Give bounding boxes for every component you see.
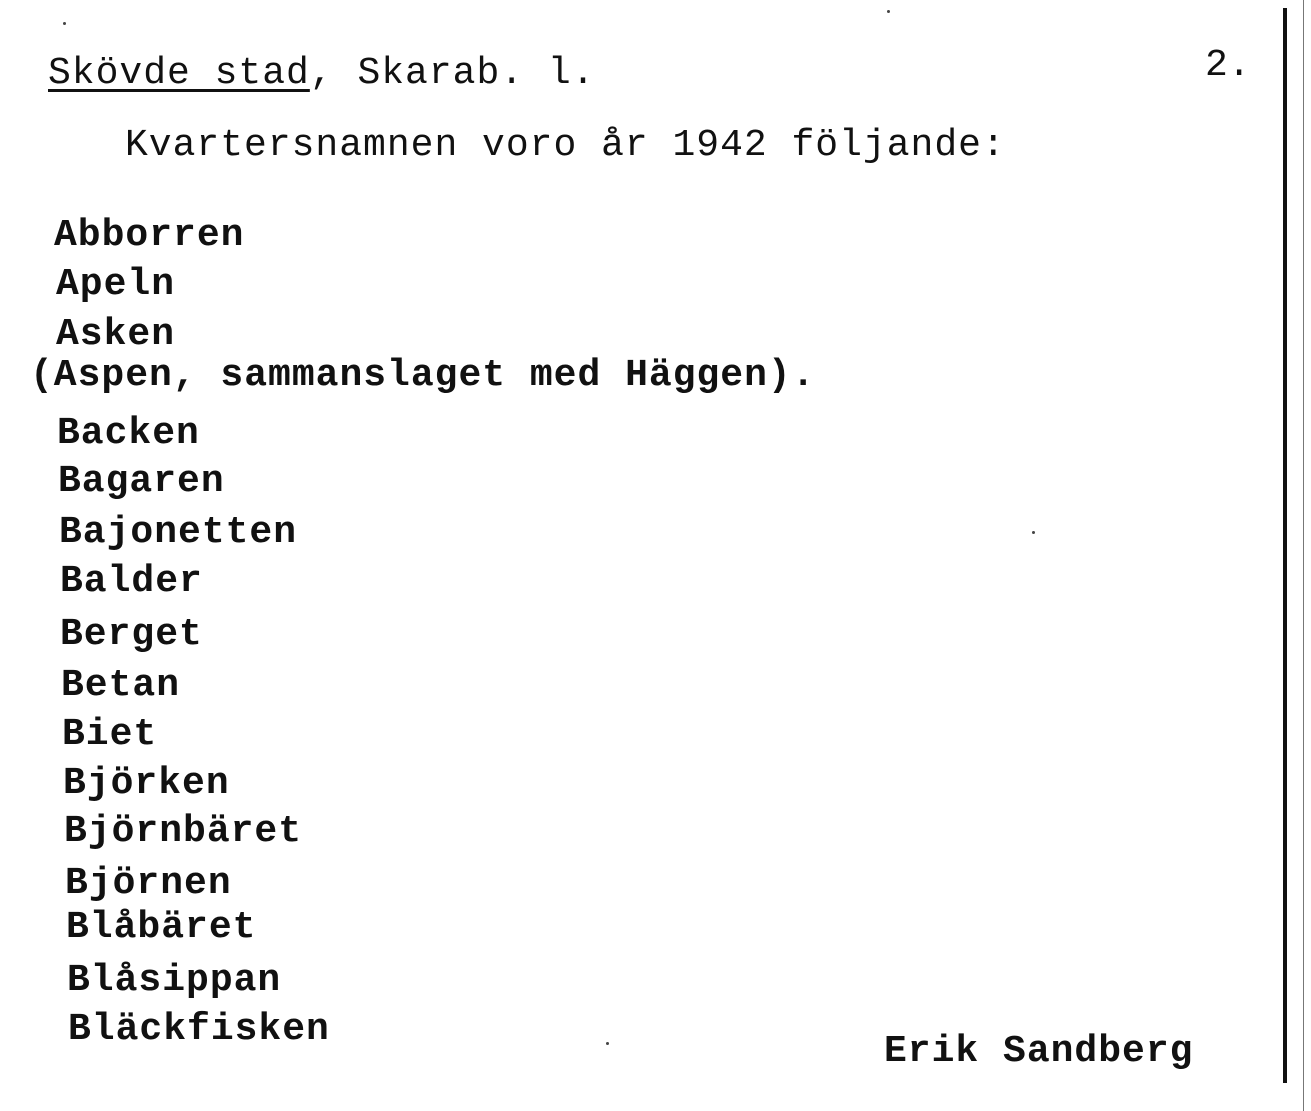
entry-aspen-note: (Aspen, sammanslaget med Häggen). xyxy=(30,354,816,397)
ink-speck xyxy=(606,1042,609,1045)
card-edge-thin-line xyxy=(1303,0,1304,1111)
ink-speck xyxy=(63,22,66,25)
entry-bajonetten: Bajonetten xyxy=(59,511,298,554)
intro-line: Kvartersnamnen voro år 1942 följande: xyxy=(125,124,1006,167)
entry-bjornen: Björnen xyxy=(65,862,232,905)
entry-bagaren: Bagaren xyxy=(58,460,225,503)
entry-abborren: Abborren xyxy=(54,214,245,257)
heading-region: , Skarab. l. xyxy=(309,52,596,95)
entry-berget: Berget xyxy=(60,613,203,656)
entry-biet: Biet xyxy=(62,713,158,756)
page-number: 2. xyxy=(1205,44,1251,87)
entry-betan: Betan xyxy=(61,664,181,707)
card-edge-line xyxy=(1283,8,1287,1083)
entry-backen: Backen xyxy=(57,412,200,455)
entry-asken: Asken xyxy=(56,313,176,356)
entry-bjornbaret: Björnbäret xyxy=(64,810,303,853)
signature: Erik Sandberg xyxy=(884,1030,1194,1073)
entry-blasippan: Blåsippan xyxy=(67,959,282,1002)
ink-speck xyxy=(1032,531,1035,534)
heading-place: Skövde stad xyxy=(48,52,310,95)
entry-blabaret: Blåbäret xyxy=(66,906,257,949)
card-heading xyxy=(48,52,596,95)
entry-balder: Balder xyxy=(60,560,203,603)
entry-apeln: Apeln xyxy=(56,263,176,306)
entry-blackfisken: Bläckfisken xyxy=(68,1008,330,1051)
entry-bjorken: Björken xyxy=(63,762,230,805)
ink-speck xyxy=(887,10,890,13)
